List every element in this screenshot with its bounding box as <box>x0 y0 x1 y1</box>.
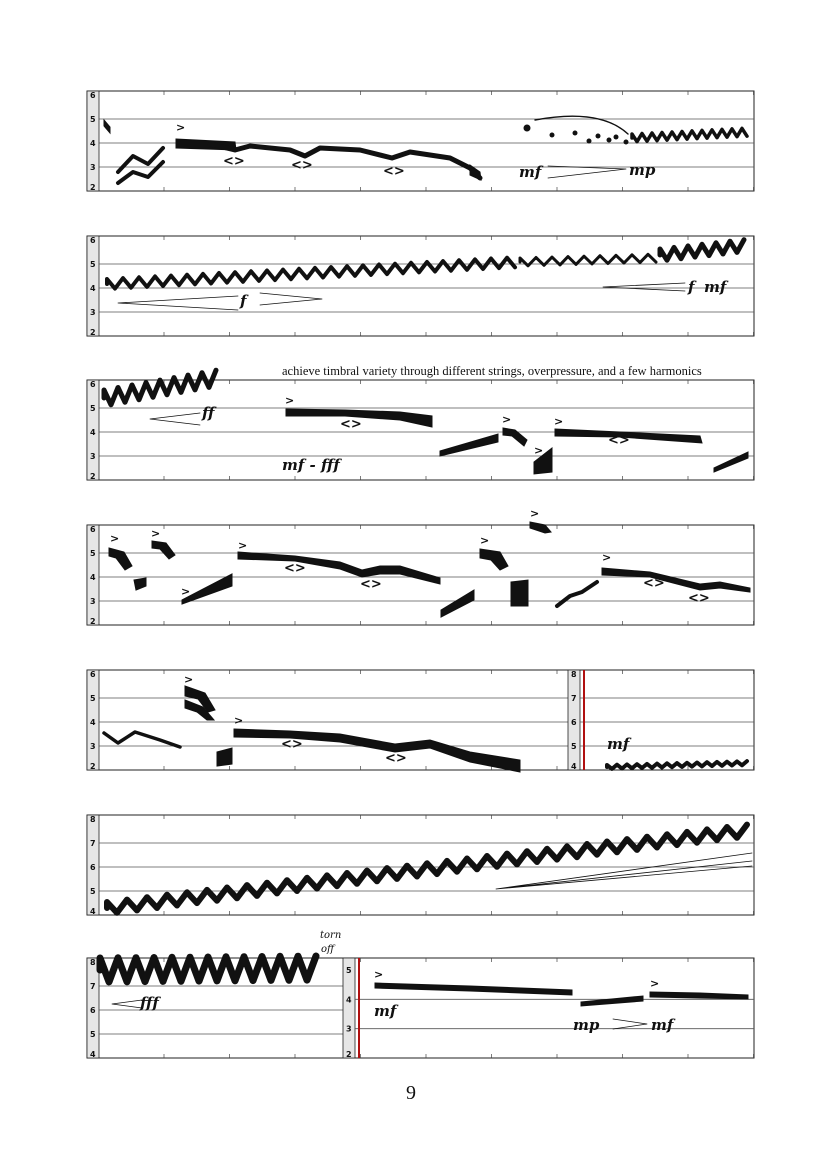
scale-label: 3 <box>90 308 96 317</box>
scale-label: 5 <box>90 404 96 413</box>
gesture-wedge <box>503 428 527 446</box>
hairpin-symbol: <> <box>284 561 306 576</box>
dynamic-mf: mf <box>374 1002 397 1020</box>
scale-label: 4 <box>90 428 96 437</box>
dot <box>607 138 612 143</box>
gestures-layer <box>100 116 752 1029</box>
hairpin-cresc <box>112 1000 142 1008</box>
tremolo-zigzag <box>104 370 216 405</box>
accent-mark: > <box>234 714 244 727</box>
gesture-wedge <box>530 522 551 533</box>
page-number: 9 <box>406 1082 416 1104</box>
gesture-wedge <box>602 568 750 592</box>
accent-mark: > <box>530 507 540 520</box>
scale-label: 6 <box>90 863 96 872</box>
scale-label: 6 <box>90 380 96 389</box>
scale-label: 5 <box>90 1030 96 1039</box>
scale-label: 6 <box>90 670 96 679</box>
dynamic-mf: mf <box>651 1016 674 1034</box>
tremolo-zigzag <box>107 825 747 913</box>
gesture-line <box>557 582 597 606</box>
performance-instruction: achieve timbral variety through different strings, overpressure, and a few harmonics <box>282 364 702 378</box>
scale-label: 2 <box>90 617 96 626</box>
accent-mark: > <box>502 413 512 426</box>
gesture-wedge <box>480 549 508 570</box>
hairpin-symbol: <> <box>281 737 303 752</box>
accent-mark: > <box>374 968 384 981</box>
accent-mark: > <box>650 977 660 990</box>
torn-off-label: off <box>321 944 335 955</box>
dot <box>550 133 555 138</box>
dynamic-mf-fff: mf - fff <box>282 456 340 474</box>
scale-label: 3 <box>346 1024 352 1034</box>
hairpin-symbol: <> <box>688 591 710 606</box>
accent-mark: > <box>534 444 544 457</box>
gesture-wedge <box>134 578 146 590</box>
accent-mark: > <box>184 673 194 686</box>
dot <box>624 140 629 145</box>
scale-label: 4 <box>90 718 96 727</box>
dynamic-f: f <box>240 292 247 310</box>
scale-label: 5 <box>90 115 96 124</box>
accent-mark: > <box>238 539 248 552</box>
scale-label: 4 <box>90 1050 96 1059</box>
scale-label: 5 <box>90 887 96 896</box>
scale-label: 8 <box>90 958 96 967</box>
scale-label: 7 <box>90 839 96 848</box>
scale-label: 8 <box>571 670 577 679</box>
dynamic-mp: mp <box>629 161 656 179</box>
scale-label: 4 <box>90 139 96 148</box>
hairpin-symbol: <> <box>360 577 382 592</box>
dot <box>596 134 601 139</box>
system-2 <box>87 236 754 337</box>
accent-mark: > <box>181 585 191 598</box>
hairpin-cresc <box>118 296 238 310</box>
scale-label: 2 <box>346 1050 352 1059</box>
gesture-wedge <box>152 541 175 559</box>
gesture-wedge <box>581 996 643 1006</box>
tremolo-zigzag <box>100 956 316 982</box>
hairpin-symbol: <> <box>291 158 313 173</box>
scale-label: 4 <box>346 995 352 1005</box>
scale-label: 5 <box>346 966 352 975</box>
gesture-wedge <box>441 590 474 617</box>
system-frame <box>87 380 754 480</box>
dot <box>524 125 531 132</box>
scale-label: 5 <box>571 742 577 751</box>
hairpin-symbol: <> <box>340 417 362 432</box>
accent-mark: > <box>285 394 295 407</box>
dot <box>614 135 619 140</box>
gesture-wedge <box>217 748 232 766</box>
scale-label: 5 <box>90 694 96 703</box>
dynamic-ff: ff <box>202 404 215 422</box>
scale-label: 3 <box>90 742 96 751</box>
scale-label: 2 <box>90 183 96 192</box>
scale-label: 3 <box>90 163 96 172</box>
scale-label: 6 <box>90 525 96 534</box>
hairpin-dim <box>260 293 322 305</box>
hairpin-dim <box>613 1019 647 1029</box>
gesture-wedge <box>375 983 572 995</box>
scale-label: 3 <box>90 452 96 461</box>
hairpin-cresc <box>603 283 685 291</box>
system-3 <box>87 380 754 481</box>
scale-label: 4 <box>90 284 96 293</box>
tremolo-zigzag <box>107 258 515 289</box>
dynamic-mf: mf <box>519 163 542 181</box>
scale-label: 2 <box>90 762 96 771</box>
system-6 <box>87 815 754 916</box>
scale-label: 3 <box>90 597 96 606</box>
dynamic-fff: fff <box>140 994 159 1012</box>
torn-off-label: torn <box>320 930 342 941</box>
gesture-wedge <box>511 580 528 606</box>
scale-label: 8 <box>90 815 96 824</box>
scale-label: 7 <box>90 982 96 991</box>
gesture-wedge <box>109 548 132 570</box>
scale-label: 5 <box>90 260 96 269</box>
hairpin-symbol: <> <box>608 433 630 448</box>
accent-mark: > <box>176 121 186 134</box>
dynamic-mf: mf <box>607 735 630 753</box>
tremolo-zigzag <box>660 240 744 261</box>
accent-mark: > <box>554 415 564 428</box>
gesture-wedge <box>440 434 498 456</box>
hairpin-cresc <box>150 413 200 425</box>
dot <box>573 131 578 136</box>
scale-label: 7 <box>571 694 577 703</box>
dynamic-mp: mp <box>573 1016 600 1034</box>
gesture-line <box>210 144 480 178</box>
scale-label: 6 <box>90 1006 96 1015</box>
accent-mark: > <box>602 551 612 564</box>
gesture-line <box>104 732 180 747</box>
dot <box>587 139 592 144</box>
hairpin-symbol: <> <box>383 164 405 179</box>
scale-label: 4 <box>90 573 96 582</box>
text-layer <box>110 121 729 1104</box>
scale-label: 6 <box>90 91 96 100</box>
dynamic-f: f <box>688 278 695 296</box>
scale-label: 4 <box>90 907 96 916</box>
gesture-wedge <box>238 552 440 584</box>
accent-mark: > <box>110 532 120 545</box>
scale-label: 5 <box>90 549 96 558</box>
scale-label: 6 <box>90 236 96 245</box>
gesture-wedge <box>234 729 520 772</box>
gesture-wedge <box>714 452 748 472</box>
hairpin-symbol: <> <box>223 154 245 169</box>
scale-label: 6 <box>571 718 577 727</box>
hairpin-dim <box>548 166 626 178</box>
tremolo-zigzag <box>607 761 747 769</box>
scale-label: 4 <box>571 762 577 771</box>
tremolo-zigzag <box>632 128 747 141</box>
system-frame <box>87 236 754 336</box>
gesture-wedge <box>650 992 748 999</box>
accent-mark: > <box>480 534 490 547</box>
hairpin-symbol: <> <box>643 576 665 591</box>
scale-label: 2 <box>90 472 96 481</box>
system-frame <box>87 815 754 915</box>
dynamic-mf: mf <box>704 278 727 296</box>
scale-label: 2 <box>90 328 96 337</box>
note-fragment <box>104 120 110 133</box>
accent-mark: > <box>151 527 161 540</box>
hairpin-symbol: <> <box>385 751 407 766</box>
